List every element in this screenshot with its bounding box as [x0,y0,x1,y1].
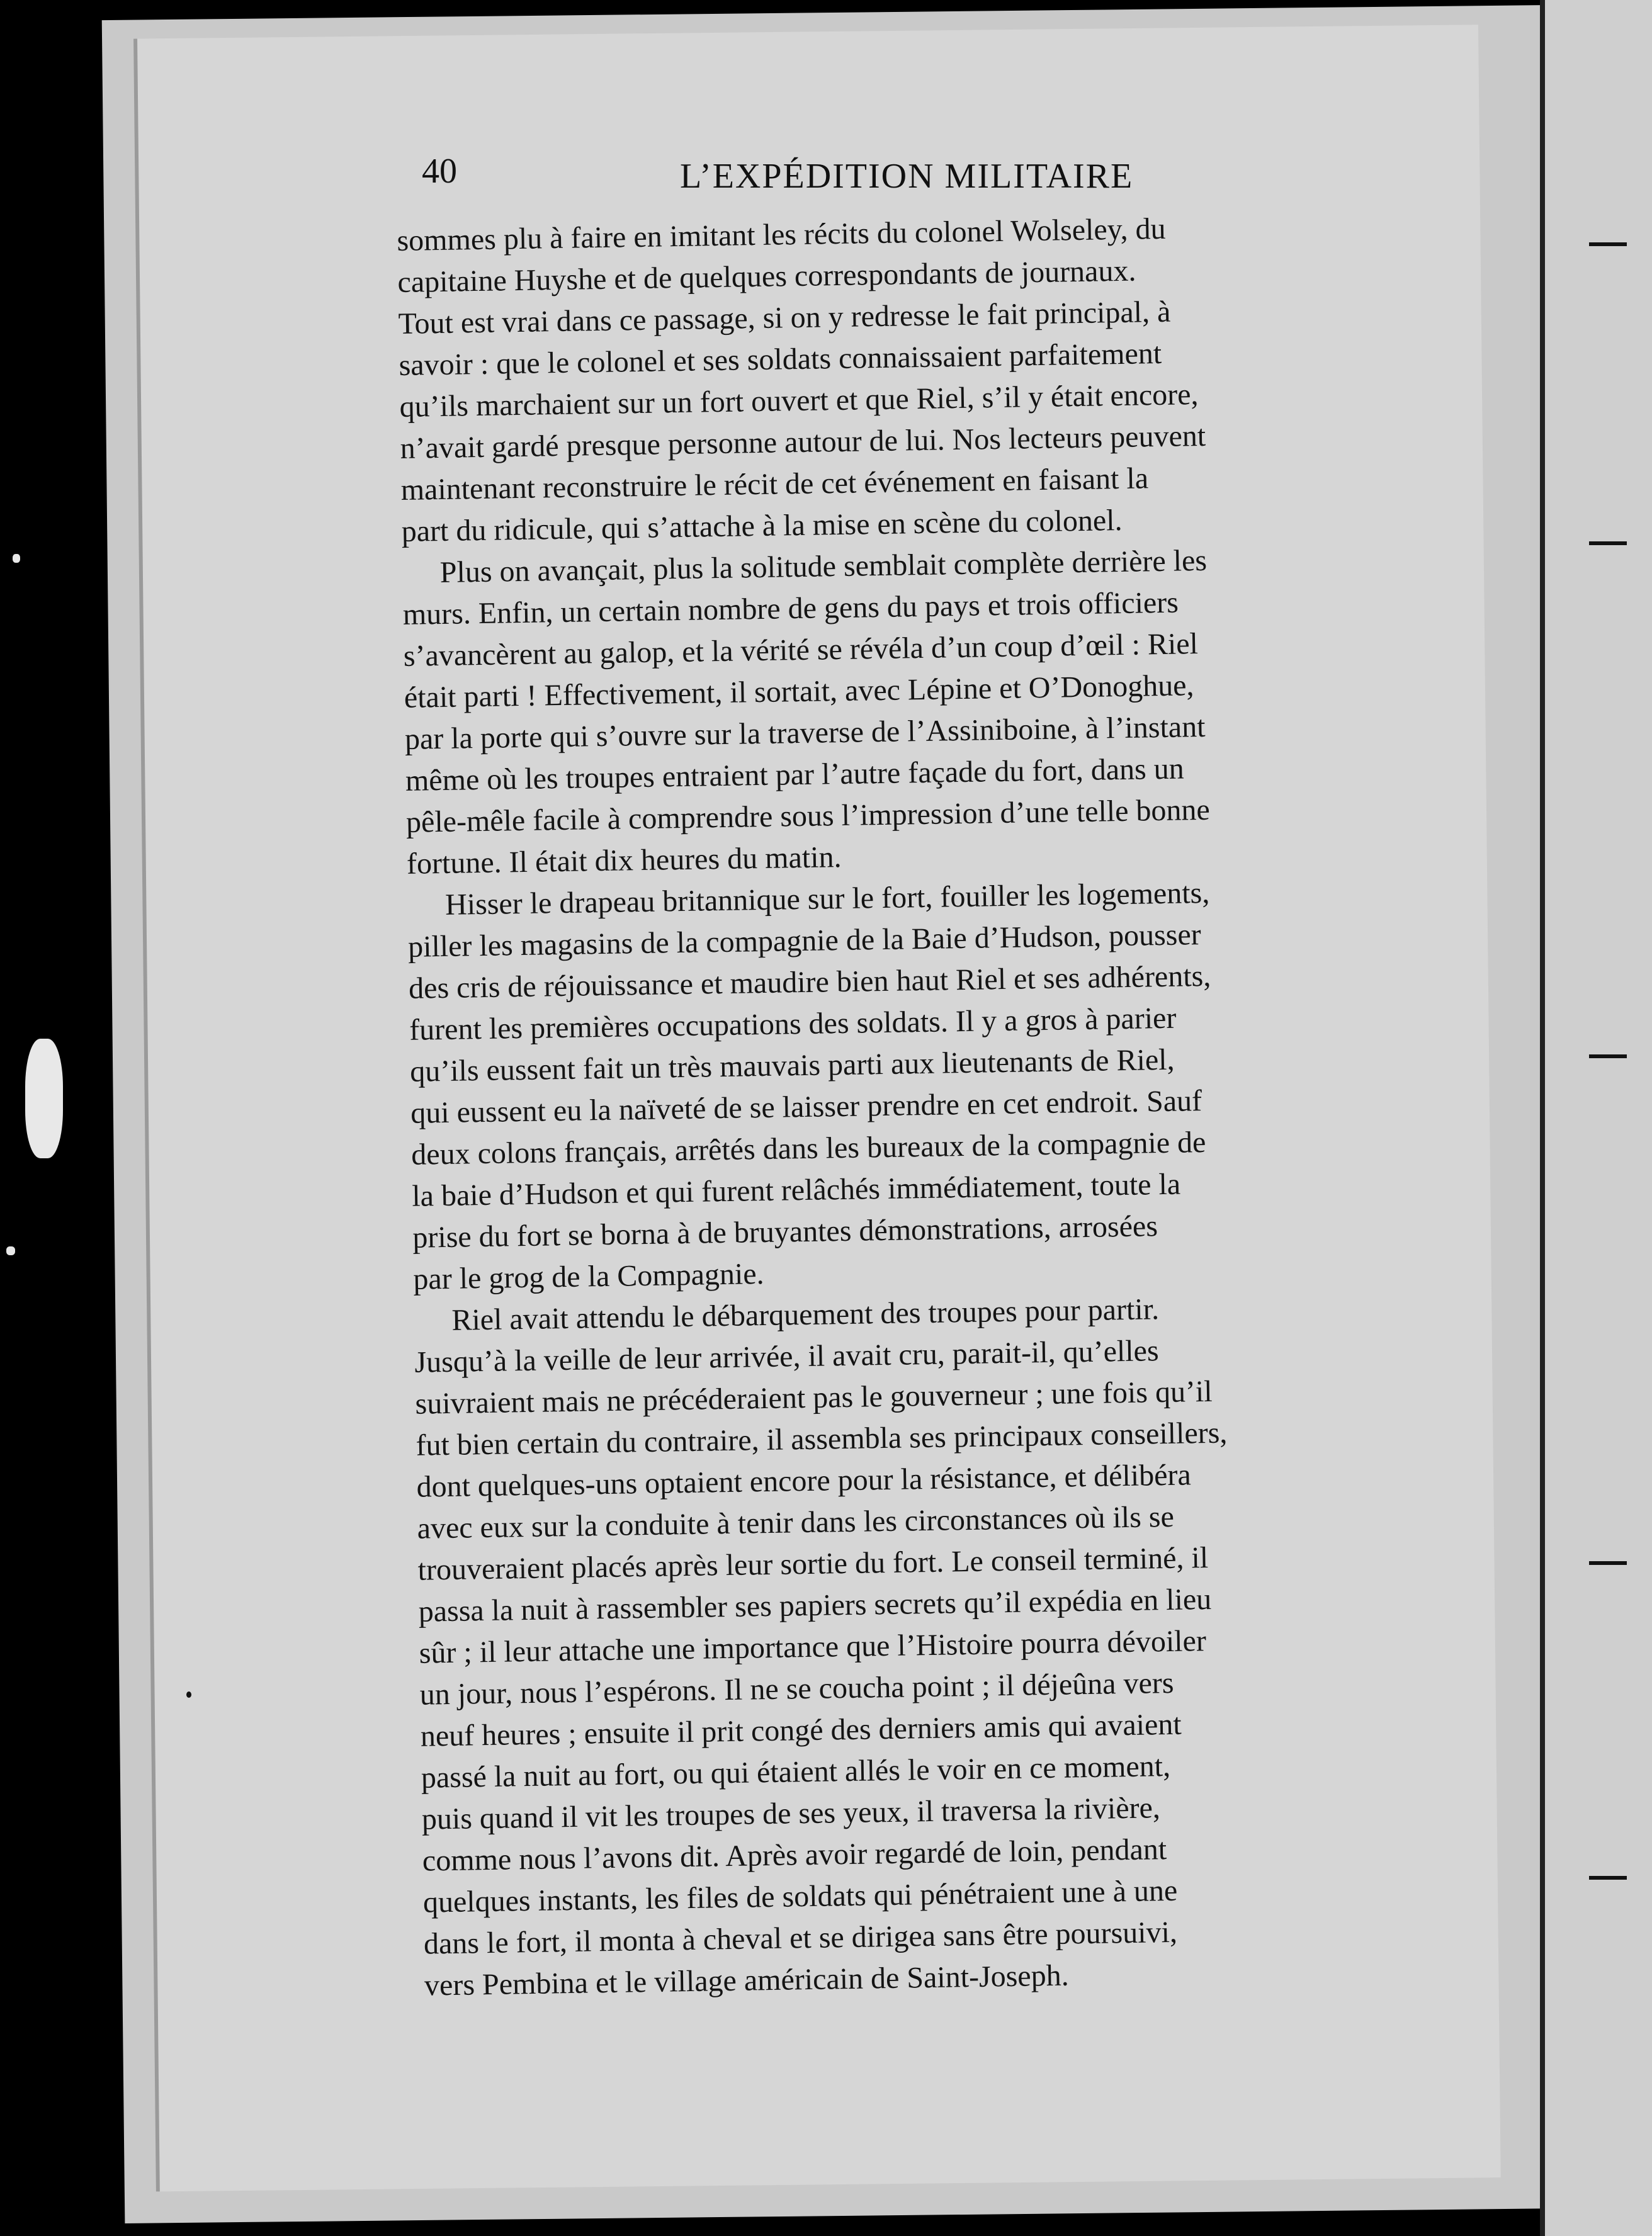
text-line: qu’ils eussent fait un très mauvais parti aux lieutenants de Riel, [409,1042,1175,1088]
text-line: part du ridicule, qui s’attache à la mise en scène du colonel. [401,503,1123,548]
text-line: Hisser le drapeau britannique sur le fort, fouiller les logements, [444,876,1210,922]
paper-fleck [13,554,20,563]
text-line: pêle-mêle facile à comprendre sous l’impression d’une telle bonne [405,793,1211,839]
paragraph [414,1285,1406,2006]
paragraph [397,205,1384,552]
text-line: la baie d’Hudson et qui furent relâchés immédiatement, toute la [411,1167,1181,1213]
text-line: vers Pembina et le village américain de Saint-Joseph. [424,1958,1070,2002]
text-line: maintenant reconstruire le récit de cet événement en faisant la [400,461,1149,507]
text-line: qu’ils marchaient sur un fort ouvert et que Riel, s’il y était encore, [399,378,1199,424]
text-line: trouveraient placés après leur sortie du fort. Le conseil terminé, il [417,1541,1209,1587]
text-line: qui eussent eu la naïveté de se laisser prendre en cet endroit. Sauf [410,1084,1202,1130]
text-line: passa la nuit à rassembler ses papiers secrets qu’il expédia en lieu [418,1582,1212,1629]
edge-mark [1589,541,1627,545]
paper-fleck [25,1039,63,1158]
ink-speck [186,1691,191,1698]
text-line: même où les troupes entraient par l’autre façade du fort, dans un [405,752,1185,798]
text-line: n’avait gardé presque personne autour de lui. Nos lecteurs peuvent [400,419,1206,465]
text-line: capitaine Huyshe et de quelques correspondants de journaux. [397,254,1136,299]
text-line: Riel avait attendu le débarquement des troupes pour partir. [451,1292,1160,1337]
text-line: murs. Enfin, un certain nombre de gens du pays et trois officiers [402,585,1179,631]
text-line: furent les premières occupations des soldats. Il y a gros à parier [409,1001,1177,1047]
edge-mark [1589,242,1627,246]
text-line: sommes plu à faire en imitant les récits du colonel Wolseley, du [397,212,1166,257]
paragraph [407,869,1396,1300]
left-binding-shadow [0,0,113,2236]
body-text [397,205,1406,2006]
text-line: suivraient mais ne précéderaient pas le gouverneur ; une fois qu’il [415,1374,1213,1421]
text-line: sûr ; il leur attache une importance que l’Histoire pourra dévoiler [419,1624,1207,1670]
right-page-edge [1540,0,1652,2236]
text-line: s’avancèrent au galop, et la vérité se révéla d’un coup d’œil : Riel [403,627,1199,673]
edge-mark [1589,1561,1627,1565]
text-line: était parti ! Effectivement, il sortait, avec Lépine et O’Donoghue, [404,669,1194,714]
text-line: quelques instants, les files de soldats qui pénétraient une à une [422,1873,1178,1919]
page-header [302,151,1410,208]
text-line: Tout est vrai dans ce passage, si on y redresse le fait principal, à [398,295,1171,341]
text-line: un jour, nous l’espérons. Il ne se coucha point ; il déjeûna vers [419,1666,1174,1712]
text-line: deux colons français, arrêtés dans les bureaux de la compagnie de [410,1125,1206,1172]
edge-mark [1589,1054,1627,1058]
running-head: L’EXPÉDITION MILITAIRE [680,157,1134,196]
text-line: dans le fort, il monta à cheval et se dirigea sans être poursuivi, [423,1915,1178,1961]
text-line: par la porte qui s’ouvre sur la traverse de l’Assiniboine, à l’instant [404,709,1206,756]
text-line: fut bien certain du contraire, il assembla ses principaux conseillers, [416,1416,1228,1462]
text-line: passé la nuit au fort, ou qui étaient allés le voir en ce moment, [421,1749,1171,1795]
edge-mark [1589,1876,1627,1880]
page-number: 40 [422,152,457,191]
text-line: prise du fort se borna à de bruyantes démonstrations, arrosées [412,1209,1158,1255]
text-line: comme nous l’avons dit. Après avoir regardé de loin, pendant [422,1832,1167,1878]
paragraph [402,537,1389,884]
text-line: Jusqu’à la veille de leur arrivée, il avait cru, parait-il, qu’elles [414,1334,1159,1379]
text-line: piller les magasins de la compagnie de la Baie d’Hudson, pousser [407,918,1202,964]
text-line: Plus on avançait, plus la solitude semblait complète derrière les [439,543,1208,589]
text-line: avec eux sur la conduite à tenir dans les circonstances où ils se [417,1499,1175,1545]
text-line: dont quelques-uns optaient encore pour la résistance, et délibéra [416,1458,1192,1504]
text-line: des cris de réjouissance et maudire bien haut Riel et ses adhérents, [408,959,1211,1005]
text-line: par le grog de la Compagnie. [413,1257,764,1296]
text-line: savoir : que le colonel et ses soldats connaissaient parfaitement [399,336,1162,382]
paper-fleck [6,1246,15,1255]
text-line: fortune. Il était dix heures du matin. [406,840,842,881]
text-line: puis quand il vit les troupes de ses yeux, il traversa la rivière, [421,1791,1161,1836]
text-line: neuf heures ; ensuite il prit congé des derniers amis qui avaient [420,1707,1182,1753]
